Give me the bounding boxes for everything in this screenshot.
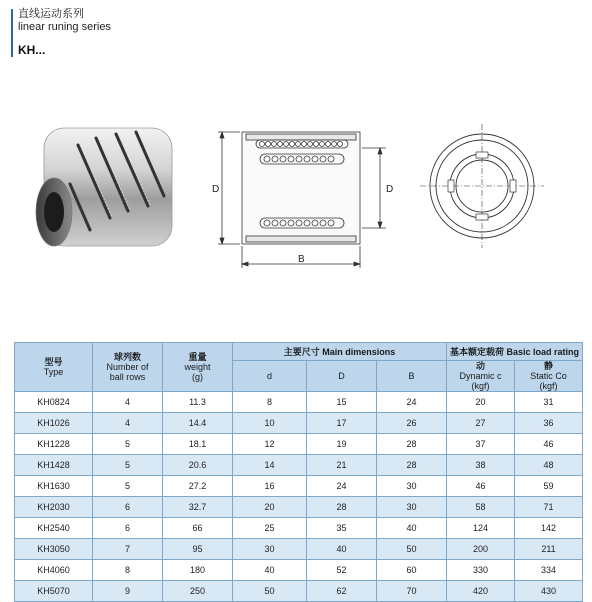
- col-header-main-dimensions: 主要尺寸 Main dimensions: [233, 343, 447, 361]
- table-row: [15, 392, 583, 413]
- cell-type: KH1026: [15, 413, 93, 434]
- table-row: [15, 413, 583, 434]
- cell-ball-rows: 8: [93, 560, 163, 581]
- cell-D: 17: [307, 413, 377, 434]
- col-header-weight: [163, 343, 233, 392]
- cell-weight: 250: [163, 581, 233, 602]
- table-row: [15, 497, 583, 518]
- series-code: KH...: [18, 43, 46, 57]
- cell-dynamic: 124: [447, 518, 515, 539]
- cell-D: 19: [307, 434, 377, 455]
- col-header-b: B: [377, 361, 447, 392]
- cell-d: 20: [233, 497, 307, 518]
- cell-D: 21: [307, 455, 377, 476]
- col-header-d-large: D: [307, 361, 377, 392]
- cell-type: KH0824: [15, 392, 93, 413]
- cell-weight: 27.2: [163, 476, 233, 497]
- table-row: [15, 476, 583, 497]
- cell-ball-rows: 7: [93, 539, 163, 560]
- table-row: [15, 581, 583, 602]
- dim-label-b: B: [298, 254, 305, 265]
- cell-d: 10: [233, 413, 307, 434]
- table-row: [15, 455, 583, 476]
- table-row: [15, 434, 583, 455]
- cell-dynamic: 27: [447, 413, 515, 434]
- col-header-static: [515, 361, 583, 392]
- cell-d: 12: [233, 434, 307, 455]
- cell-dynamic: 46: [447, 476, 515, 497]
- technical-drawings: [0, 100, 592, 280]
- cell-static: 211: [515, 539, 583, 560]
- col-header-dynamic: [447, 361, 515, 392]
- cell-B: 40: [377, 518, 447, 539]
- cell-static: 142: [515, 518, 583, 539]
- title-english: linear runing series: [18, 21, 111, 33]
- cell-dynamic: 37: [447, 434, 515, 455]
- header-accent-bar: [11, 9, 13, 57]
- cell-D: 52: [307, 560, 377, 581]
- col-header-load-rating: 基本额定载荷 Basic load rating: [447, 343, 583, 361]
- cell-d: 30: [233, 539, 307, 560]
- cell-type: KH2540: [15, 518, 93, 539]
- cell-dynamic: 420: [447, 581, 515, 602]
- col-header-weight-cn: 重量: [188, 352, 207, 362]
- cell-ball-rows: 4: [93, 392, 163, 413]
- cell-dynamic: 58: [447, 497, 515, 518]
- table-row: [15, 539, 583, 560]
- cell-ball-rows: 5: [93, 434, 163, 455]
- cell-d: 25: [233, 518, 307, 539]
- bearing-front-view: [420, 124, 544, 248]
- cell-static: 36: [515, 413, 583, 434]
- cell-ball-rows: 5: [93, 455, 163, 476]
- table-row: [15, 560, 583, 581]
- cell-type: KH1428: [15, 455, 93, 476]
- col-header-d-small: d: [233, 361, 307, 392]
- cell-static: 59: [515, 476, 583, 497]
- cell-B: 26: [377, 413, 447, 434]
- cell-weight: 11.3: [163, 392, 233, 413]
- cell-type: KH2030: [15, 497, 93, 518]
- cell-B: 30: [377, 497, 447, 518]
- cell-weight: 32.7: [163, 497, 233, 518]
- spec-table: [14, 342, 583, 602]
- cell-static: 334: [515, 560, 583, 581]
- header-block: [12, 8, 252, 57]
- cell-weight: 20.6: [163, 455, 233, 476]
- cell-ball-rows: 6: [93, 518, 163, 539]
- cell-D: 28: [307, 497, 377, 518]
- cell-weight: 14.4: [163, 413, 233, 434]
- cell-dynamic: 20: [447, 392, 515, 413]
- cell-D: 35: [307, 518, 377, 539]
- bearing-3d-image: [36, 128, 172, 246]
- cell-ball-rows: 5: [93, 476, 163, 497]
- cell-d: 16: [233, 476, 307, 497]
- cell-static: 31: [515, 392, 583, 413]
- cell-dynamic: 38: [447, 455, 515, 476]
- cell-B: 50: [377, 539, 447, 560]
- dim-label-d-left: D: [212, 184, 220, 195]
- col-header-static-en: Static Co (kgf): [530, 371, 567, 391]
- cell-d: 40: [233, 560, 307, 581]
- cell-B: 24: [377, 392, 447, 413]
- table-row: [15, 518, 583, 539]
- cell-d: 8: [233, 392, 307, 413]
- cell-weight: 66: [163, 518, 233, 539]
- cell-B: 60: [377, 560, 447, 581]
- cell-D: 62: [307, 581, 377, 602]
- cell-d: 14: [233, 455, 307, 476]
- col-header-static-cn: 静: [544, 361, 554, 371]
- col-header-type-en: Type: [43, 367, 64, 377]
- title-chinese: 直线运动系列: [18, 8, 84, 20]
- col-header-rows-cn: 球列数: [113, 352, 141, 362]
- col-header-rows: [93, 343, 163, 392]
- cell-static: 71: [515, 497, 583, 518]
- cell-dynamic: 200: [447, 539, 515, 560]
- cell-D: 15: [307, 392, 377, 413]
- cell-static: 430: [515, 581, 583, 602]
- cell-type: KH1630: [15, 476, 93, 497]
- cell-ball-rows: 6: [93, 497, 163, 518]
- cell-static: 46: [515, 434, 583, 455]
- cell-B: 28: [377, 434, 447, 455]
- cell-weight: 95: [163, 539, 233, 560]
- col-header-type-cn: 型号: [44, 357, 63, 367]
- cell-D: 40: [307, 539, 377, 560]
- col-header-dynamic-cn: 动: [476, 361, 486, 371]
- col-header-type: [15, 343, 93, 392]
- cell-type: KH4060: [15, 560, 93, 581]
- cell-ball-rows: 4: [93, 413, 163, 434]
- col-header-weight-en: weight (g): [184, 362, 211, 382]
- cell-static: 48: [515, 455, 583, 476]
- cell-B: 70: [377, 581, 447, 602]
- cell-B: 30: [377, 476, 447, 497]
- dim-label-d-right: D: [386, 184, 394, 195]
- cell-d: 50: [233, 581, 307, 602]
- cell-D: 24: [307, 476, 377, 497]
- col-header-rows-en: Number of ball rows: [106, 362, 149, 382]
- spec-table-body: [15, 392, 583, 602]
- cell-type: KH5070: [15, 581, 93, 602]
- bearing-side-view: [218, 132, 386, 268]
- col-header-dynamic-en: Dynamic c (kgf): [459, 371, 502, 391]
- cell-ball-rows: 9: [93, 581, 163, 602]
- cell-weight: 18.1: [163, 434, 233, 455]
- cell-type: KH3050: [15, 539, 93, 560]
- cell-type: KH1228: [15, 434, 93, 455]
- cell-weight: 180: [163, 560, 233, 581]
- cell-dynamic: 330: [447, 560, 515, 581]
- cell-B: 28: [377, 455, 447, 476]
